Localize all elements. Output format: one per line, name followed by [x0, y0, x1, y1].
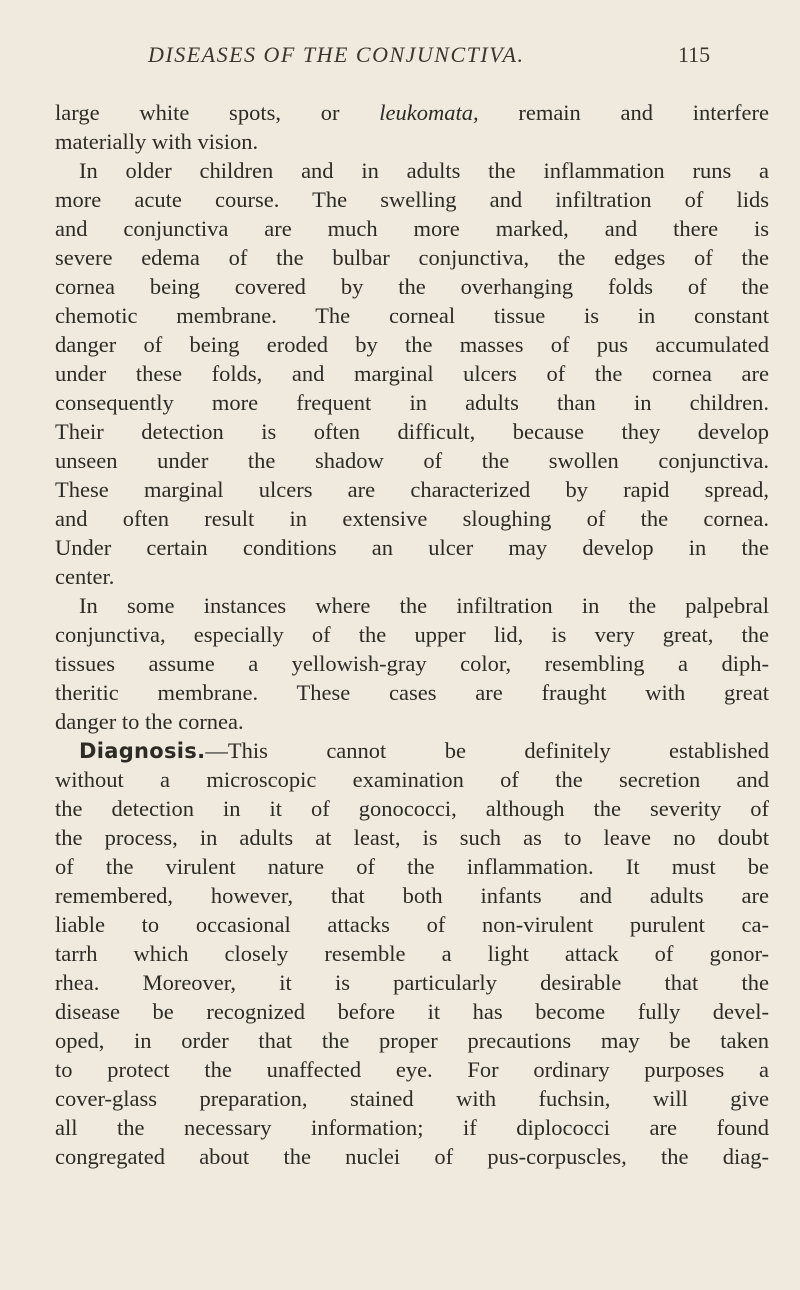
- section-heading: Diagnosis.: [79, 739, 206, 763]
- text-line: Their detection is often difficult, because they develop: [55, 419, 769, 444]
- text-line: danger of being eroded by the masses of pus accumulated: [55, 332, 769, 357]
- text-line: cover-glass preparation, stained with fuchsin, will give: [55, 1086, 769, 1111]
- text-line: [55, 1171, 769, 1200]
- text-line: oped, in order that the proper precautions may be taken: [55, 1028, 769, 1053]
- text-line: and often result in extensive sloughing of the cornea.: [55, 506, 769, 531]
- text-line: severe edema of the bulbar conjunctiva, the edges of the: [55, 245, 769, 270]
- text-line: of the virulent nature of the inflammation. It must be: [55, 854, 769, 879]
- text-line: all the necessary information; if diplococci are found: [55, 1115, 769, 1140]
- text-line: cornea being covered by the overhanging folds of the: [55, 274, 769, 299]
- text-line: to protect the unaffected eye. For ordinary purposes a: [55, 1057, 769, 1082]
- text-line: theritic membrane. These cases are fraught with great: [55, 680, 769, 705]
- text-line: chemotic membrane. The corneal tissue is in constant: [55, 303, 769, 328]
- italic-term: leukomata,: [379, 100, 479, 125]
- text-line: under these folds, and marginal ulcers of the cornea are: [55, 361, 769, 386]
- text-line: the process, in adults at least, is such as to leave no doubt: [55, 825, 769, 850]
- text-line: rhea. Moreover, it is particularly desirable that the: [55, 970, 769, 995]
- text-line: unseen under the shadow of the swollen conjunctiva.: [55, 448, 769, 473]
- text-line: liable to occasional attacks of non-virulent purulent ca-: [55, 912, 769, 937]
- running-head: DISEASES OF THE CONJUNCTIVA.: [148, 42, 525, 67]
- text-line: conjunctiva, especially of the upper lid, is very great, the: [55, 622, 769, 647]
- text-line: These marginal ulcers are characterized by rapid spread,: [55, 477, 769, 502]
- text-line: materially with vision.: [55, 129, 259, 154]
- text-line: without a microscopic examination of the secretion and: [55, 767, 769, 792]
- text-line: more acute course. The swelling and infiltration of lids: [55, 187, 769, 212]
- text-line: consequently more frequent in adults than in children.: [55, 390, 769, 415]
- text-line: remembered, however, that both infants and adults are: [55, 883, 769, 908]
- text-line: In older children and in adults the inflammation runs a: [79, 158, 769, 183]
- text-line: tarrh which closely resemble a light attack of gonor-: [55, 941, 769, 966]
- text-line: large white spots, or leukomata, remain and interfere: [55, 100, 769, 125]
- text-line: disease be recognized before it has become fully devel-: [55, 999, 769, 1024]
- page-number: 115: [678, 42, 711, 67]
- text-line: center.: [55, 564, 115, 589]
- body-text: [55, 98, 769, 1200]
- text-line: danger to the cornea.: [55, 709, 244, 734]
- text-line: the detection in it of gonococci, although the severity of: [55, 796, 769, 821]
- text-line: Under certain conditions an ulcer may develop in the: [55, 535, 769, 560]
- text-line: congregated about the nuclei of pus-corpuscles, the diag-: [55, 1144, 769, 1169]
- text-line: In some instances where the infiltration in the palpebral: [79, 593, 769, 618]
- text-line: and conjunctiva are much more marked, and there is: [55, 216, 769, 241]
- text-line: tissues assume a yellowish-gray color, resembling a diph-: [55, 651, 769, 676]
- text-line: Diagnosis.—This cannot be definitely established: [79, 738, 769, 763]
